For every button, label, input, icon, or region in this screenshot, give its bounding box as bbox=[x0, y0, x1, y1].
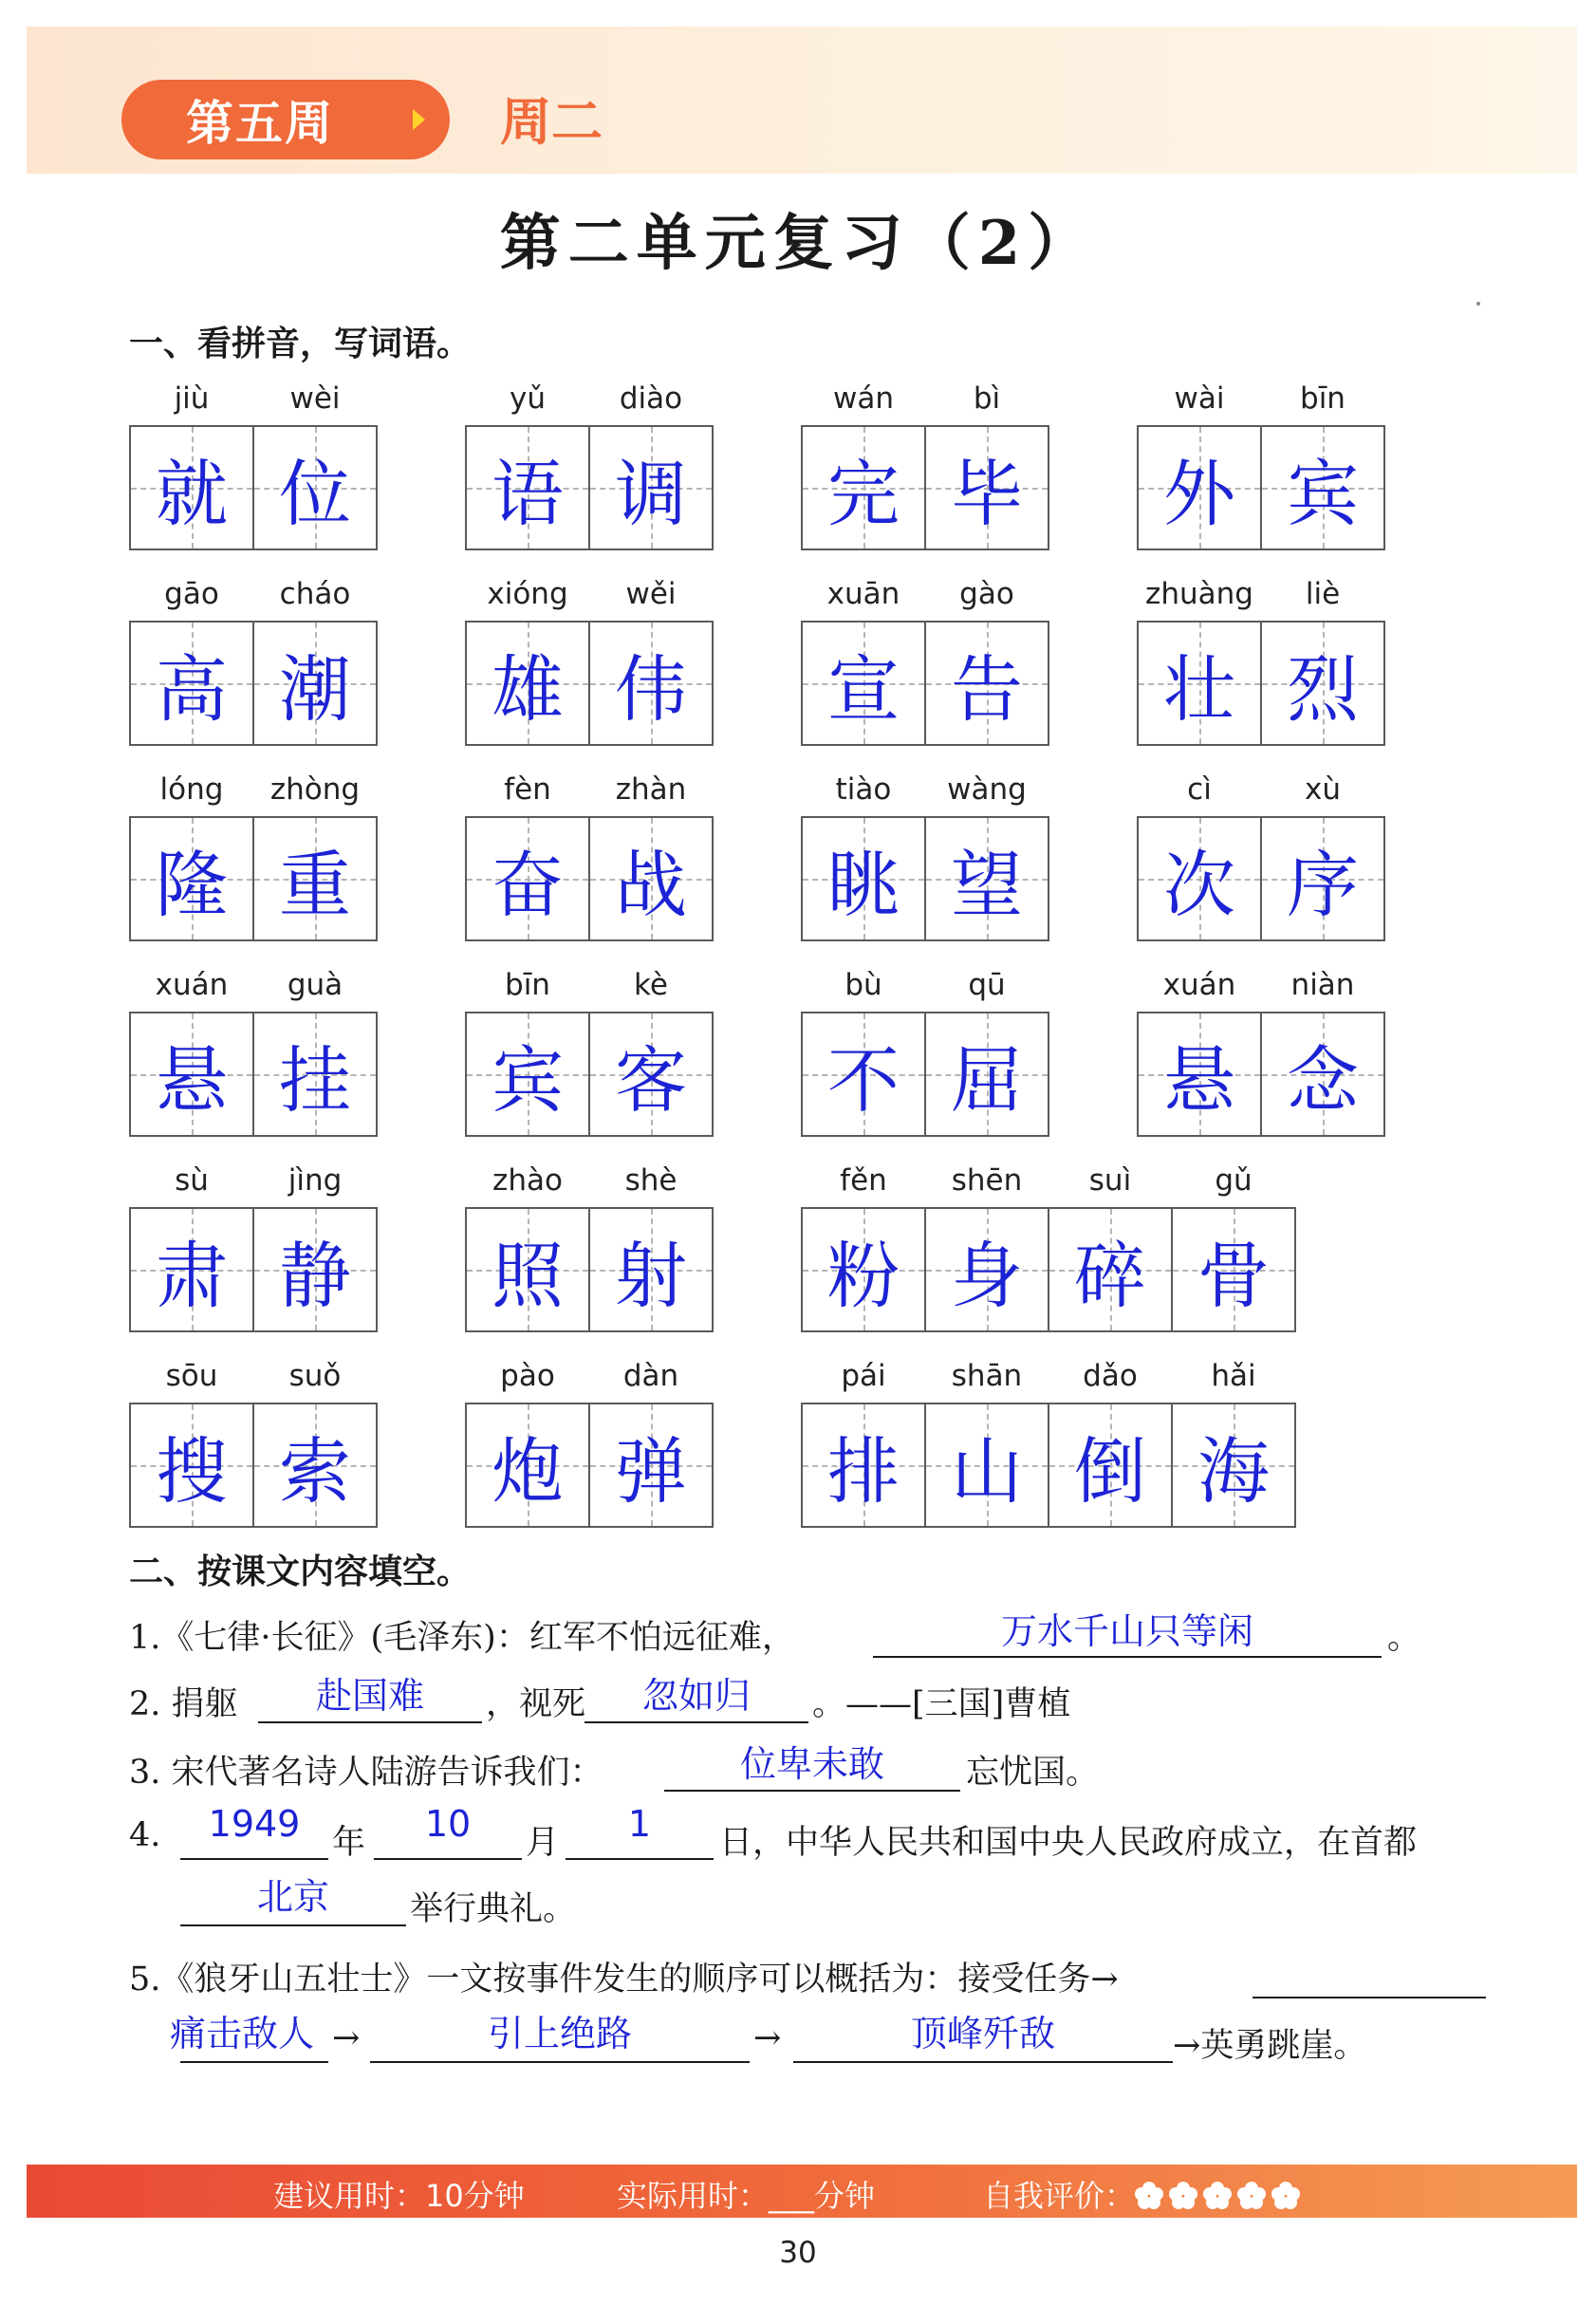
char-box bbox=[465, 1207, 590, 1332]
pinyin: wàng bbox=[947, 772, 1027, 807]
q4-day-blank bbox=[566, 1858, 714, 1860]
q2-end: 。——[三国]曹植 bbox=[812, 1685, 1071, 1723]
pinyin: sōu bbox=[165, 1359, 218, 1393]
pinyin: gào bbox=[959, 577, 1014, 611]
written-character: 身 bbox=[951, 1233, 1023, 1318]
char-box bbox=[588, 621, 714, 746]
written-character: 调 bbox=[615, 451, 687, 536]
char-boxes bbox=[129, 816, 376, 941]
written-character: 排 bbox=[827, 1428, 900, 1514]
q5-blank2 bbox=[370, 2061, 750, 2063]
char-boxes bbox=[129, 1207, 376, 1332]
q4-rest: 日，中华人民共和国中央人民政府成立，在首都 bbox=[719, 1824, 1418, 1862]
char-boxes bbox=[465, 1012, 712, 1137]
flower-icon bbox=[1203, 2182, 1232, 2210]
char-box bbox=[1137, 1012, 1262, 1137]
written-character: 完 bbox=[827, 451, 900, 536]
q2-blank1 bbox=[258, 1721, 482, 1723]
q2-blank2 bbox=[585, 1721, 808, 1723]
char-box bbox=[924, 816, 1049, 941]
written-character: 眺 bbox=[827, 842, 900, 927]
written-character: 壮 bbox=[1163, 646, 1235, 732]
q4-day: 1 bbox=[627, 1803, 652, 1845]
written-character: 雄 bbox=[492, 646, 564, 732]
written-character: 静 bbox=[279, 1233, 351, 1318]
pinyin: xuān bbox=[826, 577, 900, 611]
char-box bbox=[924, 1012, 1049, 1137]
q2-answer1: 赴国难 bbox=[315, 1675, 424, 1717]
written-character: 毕 bbox=[951, 451, 1023, 536]
char-box bbox=[252, 1012, 378, 1137]
char-box bbox=[924, 621, 1049, 746]
q5-blank3 bbox=[793, 2061, 1173, 2063]
q1-text: 1.《七律·长征》(毛泽东)：红军不怕远征难， bbox=[129, 1619, 795, 1657]
char-box bbox=[252, 621, 378, 746]
char-box bbox=[1171, 1403, 1296, 1528]
char-box bbox=[465, 1012, 590, 1137]
q4-month: 10 bbox=[424, 1803, 472, 1845]
pinyin: dàn bbox=[622, 1359, 679, 1393]
pinyin: gāo bbox=[164, 577, 219, 611]
pinyin: xuán bbox=[1162, 968, 1236, 1002]
pinyin: suǒ bbox=[288, 1359, 342, 1393]
pinyin: jìng bbox=[288, 1163, 343, 1198]
char-box bbox=[1137, 816, 1262, 941]
pinyin: wài bbox=[1174, 381, 1225, 416]
char-boxes bbox=[801, 1403, 1294, 1528]
flower-icon bbox=[1169, 2182, 1197, 2210]
pinyin: gǔ bbox=[1215, 1163, 1253, 1198]
char-boxes bbox=[801, 1012, 1048, 1137]
pinyin: bì bbox=[973, 381, 1001, 416]
pinyin: tiào bbox=[835, 772, 892, 807]
written-character: 高 bbox=[156, 646, 228, 732]
written-character: 骨 bbox=[1197, 1233, 1270, 1318]
pinyin: pào bbox=[500, 1359, 555, 1393]
q4-year: 1949 bbox=[208, 1803, 301, 1845]
pinyin: pái bbox=[841, 1359, 886, 1393]
pinyin: qū bbox=[968, 968, 1006, 1002]
written-character: 告 bbox=[951, 646, 1023, 732]
char-box bbox=[252, 816, 378, 941]
char-box bbox=[801, 621, 926, 746]
decorative-dot bbox=[1476, 302, 1480, 306]
q4-end: 举行典礼。 bbox=[410, 1890, 577, 1928]
q4-year-unit: 年 bbox=[332, 1824, 366, 1862]
char-box bbox=[1137, 621, 1262, 746]
written-character: 不 bbox=[827, 1037, 900, 1123]
written-character: 炮 bbox=[492, 1428, 564, 1514]
pinyin: liè bbox=[1305, 577, 1341, 611]
char-boxes bbox=[1137, 425, 1383, 550]
written-character: 宾 bbox=[492, 1037, 564, 1123]
written-character: 次 bbox=[1163, 842, 1235, 927]
char-box bbox=[588, 425, 714, 550]
pinyin: wán bbox=[833, 381, 894, 416]
char-boxes bbox=[465, 1207, 712, 1332]
pinyin: fèn bbox=[504, 772, 551, 807]
char-box bbox=[129, 425, 254, 550]
char-boxes bbox=[801, 425, 1048, 550]
q5-blank1 bbox=[180, 2061, 328, 2063]
written-character: 就 bbox=[156, 451, 228, 536]
char-box bbox=[252, 1403, 378, 1528]
char-boxes bbox=[129, 1012, 376, 1137]
written-character: 挂 bbox=[279, 1037, 351, 1123]
written-character: 望 bbox=[951, 842, 1023, 927]
char-box bbox=[1260, 425, 1385, 550]
pinyin: zhào bbox=[492, 1163, 563, 1198]
written-character: 悬 bbox=[156, 1037, 228, 1123]
char-box bbox=[801, 1207, 926, 1332]
q3-answer: 位卑未敢 bbox=[739, 1743, 884, 1785]
written-character: 粉 bbox=[827, 1233, 900, 1318]
char-boxes bbox=[465, 1403, 712, 1528]
q3-end: 忘忧国。 bbox=[966, 1754, 1100, 1792]
char-boxes bbox=[801, 1207, 1294, 1332]
written-character: 搜 bbox=[156, 1428, 228, 1514]
week-badge bbox=[121, 80, 450, 159]
pinyin: bīn bbox=[1300, 381, 1345, 416]
q5-text: 5.《狼牙山五壮士》一文按事件发生的顺序可以概括为：接受任务→ bbox=[129, 1961, 1119, 1998]
written-character: 念 bbox=[1287, 1037, 1359, 1123]
q5-arrow2: → bbox=[753, 2019, 782, 2057]
pinyin: diào bbox=[619, 381, 683, 416]
pinyin: xuán bbox=[155, 968, 229, 1002]
pinyin: xióng bbox=[487, 577, 568, 611]
char-boxes bbox=[129, 1403, 376, 1528]
written-character: 序 bbox=[1287, 842, 1359, 927]
q4-city: 北京 bbox=[256, 1876, 329, 1918]
pinyin: dǎo bbox=[1083, 1359, 1138, 1393]
pinyin: zhòng bbox=[269, 772, 361, 807]
q5-blank0 bbox=[1253, 1997, 1486, 1998]
pinyin: shè bbox=[624, 1163, 677, 1198]
pinyin: zhàn bbox=[615, 772, 687, 807]
self-evaluation bbox=[983, 2172, 1306, 2216]
char-box bbox=[129, 1012, 254, 1137]
pinyin: suì bbox=[1088, 1163, 1132, 1198]
char-box bbox=[1260, 816, 1385, 941]
q1-blank bbox=[873, 1656, 1382, 1658]
q2-answer2: 忽如归 bbox=[641, 1675, 751, 1717]
pinyin: wèi bbox=[289, 381, 341, 416]
q3-blank bbox=[664, 1790, 960, 1792]
char-boxes bbox=[465, 425, 712, 550]
written-character: 山 bbox=[951, 1428, 1023, 1514]
q2-prefix: 2. 捐躯 bbox=[129, 1685, 238, 1723]
char-box bbox=[129, 621, 254, 746]
char-boxes bbox=[1137, 816, 1383, 941]
q3-prefix: 3. 宋代著名诗人陆游告诉我们： bbox=[129, 1754, 603, 1792]
flower-icon bbox=[1237, 2182, 1266, 2210]
char-box bbox=[801, 1012, 926, 1137]
written-character: 海 bbox=[1197, 1428, 1270, 1514]
pinyin: jiù bbox=[174, 381, 210, 416]
q5-answer2: 引上绝路 bbox=[487, 2013, 632, 2054]
q5-arrow1: → bbox=[332, 2019, 361, 2057]
char-box bbox=[924, 425, 1049, 550]
char-boxes bbox=[1137, 621, 1383, 746]
char-box bbox=[588, 1403, 714, 1528]
char-box bbox=[1048, 1403, 1173, 1528]
q4-year-blank bbox=[180, 1858, 328, 1860]
char-box bbox=[924, 1207, 1049, 1332]
q4-number: 4. bbox=[129, 1816, 161, 1854]
pinyin: wěi bbox=[625, 577, 677, 611]
suggested-time: 建议用时：10分钟 bbox=[273, 2178, 525, 2214]
pinyin: bīn bbox=[505, 968, 550, 1002]
pinyin: niàn bbox=[1290, 968, 1355, 1002]
char-boxes bbox=[801, 816, 1048, 941]
char-box bbox=[129, 1403, 254, 1528]
pinyin: kè bbox=[634, 968, 668, 1002]
q5-answer1: 痛击敌人 bbox=[169, 2013, 314, 2054]
day-label: 周二 bbox=[500, 92, 603, 152]
section2-heading: 二、按课文内容填空。 bbox=[129, 1552, 472, 1591]
char-box bbox=[465, 1403, 590, 1528]
rating-flowers bbox=[1135, 2178, 1306, 2214]
char-box bbox=[801, 1403, 926, 1528]
char-box bbox=[801, 816, 926, 941]
q1-end: 。 bbox=[1387, 1619, 1421, 1657]
written-character: 悬 bbox=[1163, 1037, 1235, 1123]
written-character: 语 bbox=[492, 451, 564, 536]
char-box bbox=[252, 425, 378, 550]
char-boxes bbox=[801, 621, 1048, 746]
q1-answer: 万水千山只等闲 bbox=[1000, 1610, 1253, 1652]
written-character: 屈 bbox=[951, 1037, 1023, 1123]
q2-mid: ，视死 bbox=[486, 1685, 586, 1723]
written-character: 宣 bbox=[827, 646, 900, 732]
written-character: 射 bbox=[615, 1233, 687, 1318]
written-character: 肃 bbox=[156, 1233, 228, 1318]
pinyin: guà bbox=[287, 968, 343, 1002]
triangle-icon bbox=[413, 109, 425, 130]
actual-time: 实际用时：___分钟 bbox=[617, 2178, 876, 2214]
pinyin: cì bbox=[1187, 772, 1212, 807]
char-box bbox=[588, 1012, 714, 1137]
pinyin: shān bbox=[951, 1359, 1023, 1393]
char-box bbox=[465, 621, 590, 746]
written-character: 奋 bbox=[492, 842, 564, 927]
char-box bbox=[588, 1207, 714, 1332]
char-box bbox=[129, 816, 254, 941]
pinyin: zhuàng bbox=[1145, 577, 1253, 611]
written-character: 位 bbox=[279, 451, 351, 536]
written-character: 倒 bbox=[1074, 1428, 1146, 1514]
page-title: 第二单元复习（2） bbox=[499, 208, 1097, 279]
char-boxes bbox=[129, 621, 376, 746]
written-character: 客 bbox=[615, 1037, 687, 1123]
q4-month-unit: 月 bbox=[526, 1824, 560, 1862]
q4-city-blank bbox=[180, 1924, 406, 1926]
char-box bbox=[465, 425, 590, 550]
written-character: 照 bbox=[492, 1233, 564, 1318]
footer-bar bbox=[27, 2165, 1577, 2218]
pinyin: bù bbox=[844, 968, 882, 1002]
written-character: 索 bbox=[279, 1428, 351, 1514]
char-box bbox=[924, 1403, 1049, 1528]
pinyin: xù bbox=[1305, 772, 1341, 807]
flower-icon bbox=[1135, 2182, 1163, 2210]
char-boxes bbox=[1137, 1012, 1383, 1137]
written-character: 重 bbox=[279, 842, 351, 927]
written-character: 弹 bbox=[615, 1428, 687, 1514]
char-box bbox=[1260, 621, 1385, 746]
char-box bbox=[801, 425, 926, 550]
char-box bbox=[1137, 425, 1262, 550]
pinyin: cháo bbox=[279, 577, 351, 611]
written-character: 碎 bbox=[1074, 1233, 1146, 1318]
char-box bbox=[588, 816, 714, 941]
written-character: 隆 bbox=[156, 842, 228, 927]
self-eval-label: 自我评价： bbox=[983, 2178, 1136, 2214]
written-character: 伟 bbox=[615, 646, 687, 732]
written-character: 战 bbox=[615, 842, 687, 927]
section1-heading: 一、看拼音，写词语。 bbox=[129, 325, 472, 363]
page-number: 30 bbox=[779, 2236, 817, 2270]
char-box bbox=[465, 816, 590, 941]
char-box bbox=[252, 1207, 378, 1332]
flower-icon bbox=[1271, 2182, 1300, 2210]
pinyin: hǎi bbox=[1211, 1359, 1256, 1393]
q5-answer3: 顶峰歼敌 bbox=[910, 2013, 1055, 2054]
written-character: 外 bbox=[1163, 451, 1235, 536]
q4-month-blank bbox=[374, 1858, 522, 1860]
written-character: 烈 bbox=[1287, 646, 1359, 732]
char-boxes bbox=[465, 621, 712, 746]
pinyin: lóng bbox=[159, 772, 224, 807]
written-character: 潮 bbox=[279, 646, 351, 732]
char-box bbox=[129, 1207, 254, 1332]
char-box bbox=[1260, 1012, 1385, 1137]
pinyin: sù bbox=[175, 1163, 209, 1198]
written-character: 宾 bbox=[1287, 451, 1359, 536]
char-boxes bbox=[129, 425, 376, 550]
week-label: 第五周 bbox=[186, 96, 334, 151]
pinyin: yǔ bbox=[510, 381, 546, 416]
q5-end: →英勇跳崖。 bbox=[1173, 2027, 1367, 2065]
pinyin: shēn bbox=[951, 1163, 1023, 1198]
char-boxes bbox=[465, 816, 712, 941]
char-box bbox=[1048, 1207, 1173, 1332]
char-box bbox=[1171, 1207, 1296, 1332]
pinyin: fěn bbox=[840, 1163, 887, 1198]
